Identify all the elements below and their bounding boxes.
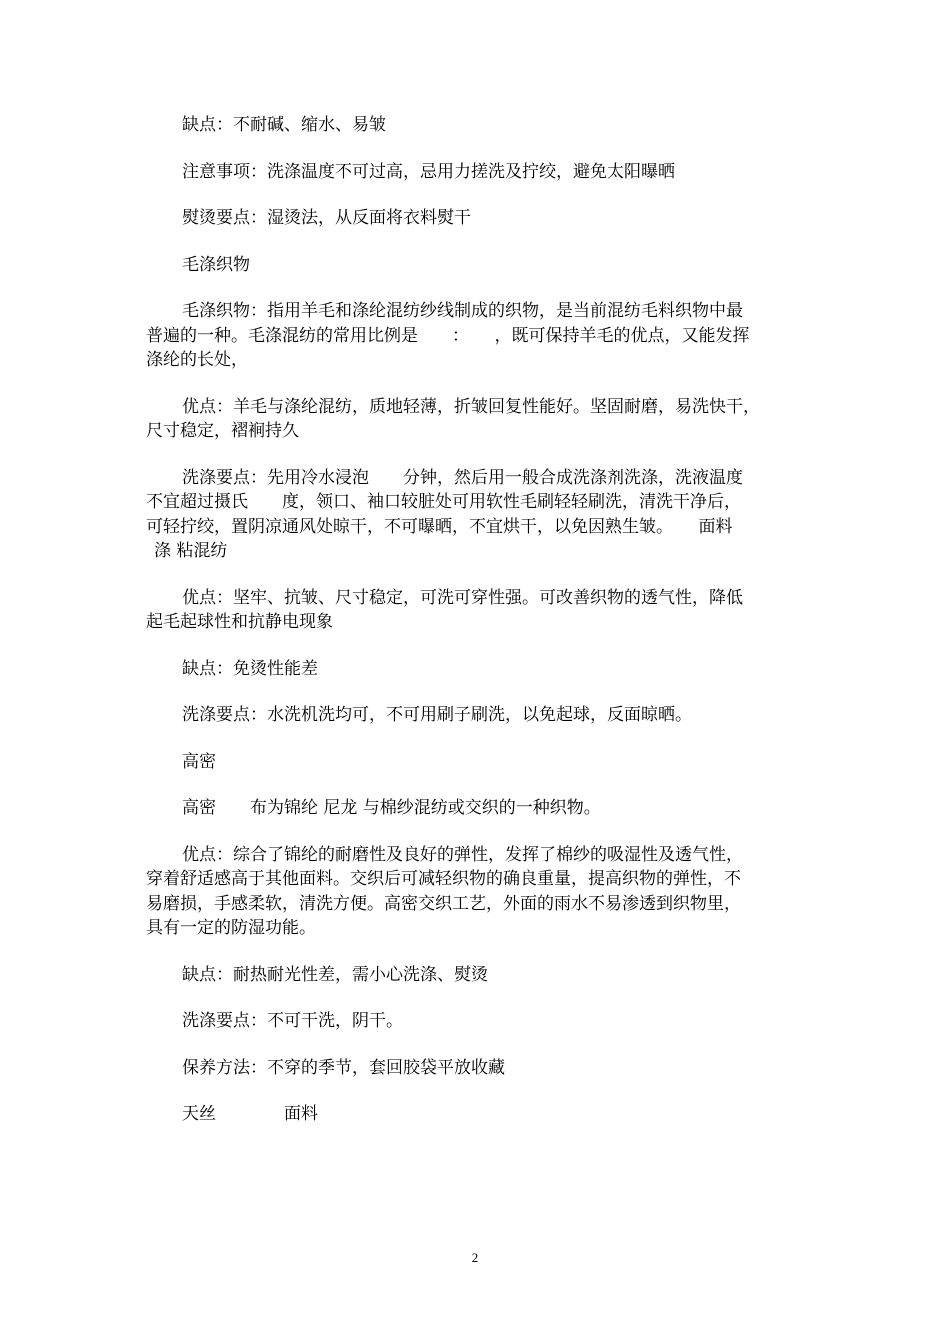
paragraph-high-density-definition [146, 796, 810, 821]
text-line: 不宜超过摄氏 度，领口、袖口较脏处可用软性毛刷轻轻刷洗，清洗干净后， [146, 492, 741, 512]
paragraph-washing-points-3 [146, 1009, 810, 1034]
text-line: 洗涤要点：不可干洗，阴干。 [182, 1011, 403, 1031]
text-line: 涤纶的长处， [146, 350, 248, 370]
text-line: 起毛起球性和抗静电现象 [146, 612, 333, 632]
paragraph-washing-points-2 [146, 703, 810, 728]
text-line: 保养方法：不穿的季节，套回胶袋平放收藏 [182, 1057, 505, 1078]
paragraph-shortcomings-1 [146, 113, 810, 138]
text-line: 高密 [182, 751, 216, 772]
section-heading-high-density [146, 750, 810, 775]
text-line: 注意事项：洗涤温度不可过高，忌用力搓洗及拧绞，避免太阳曝晒 [182, 161, 675, 182]
paragraph-washing-points-1 [146, 466, 810, 564]
text-line: 易磨损，手感柔软，清洗方便。高密交织工艺，外面的雨水不易渗透到织物里， [146, 893, 741, 914]
text-line: 缺点：耐热耐光性差，需小心洗涤、熨烫 [182, 964, 488, 985]
paragraph-precautions [146, 160, 810, 185]
paragraph-maintenance [146, 1056, 810, 1081]
text-line: 穿着舒适感高于其他面料。交织后可减轻织物的确良重量，提高织物的弹性，不 [146, 869, 741, 889]
text-line: 毛涤织物：指用羊毛和涤纶混纺纱线制成的织物，是当前混纺毛料织物中最 [182, 301, 743, 321]
text-line: 普遍的一种。毛涤混纺的常用比例是 ： ，既可保持羊毛的优点，又能发挥 [146, 325, 750, 346]
text-line: 优点：综合了锦纶的耐磨性及良好的弹性，发挥了棉纱的吸湿性及透气性， [182, 844, 743, 865]
text-line: 高密 布为锦纶 尼龙 与棉纱混纺或交织的一种织物。 [182, 798, 601, 818]
text-line: 洗涤要点：水洗机洗均可，不可用刷子刷洗，以免起球，反面晾晒。 [182, 705, 692, 725]
text-line: 优点：羊毛与涤纶混纺，质地轻薄，折皱回复性能好。坚固耐磨，易洗快干， [182, 396, 760, 417]
text-line: 天丝 面料 [182, 1104, 318, 1124]
text-line: 具有一定的防湿功能。 [146, 918, 316, 938]
page-number: 2 [471, 1250, 479, 1265]
text-line: 毛涤织物 [182, 254, 250, 275]
paragraph-advantages-1 [146, 395, 810, 444]
text-line: 涤 粘混纺 [154, 541, 228, 561]
document-body [146, 113, 810, 1149]
text-line: 可轻拧绞，置阴凉通风处晾干，不可曝晒，不宜烘干，以免因熟生皱。 面料 [146, 516, 733, 537]
text-line: 缺点：不耐碱、缩水、易皱 [182, 115, 386, 135]
text-line: 尺寸稳定，褶裥持久 [146, 421, 299, 441]
section-heading-tencel [146, 1102, 810, 1127]
paragraph-ironing-points [146, 206, 810, 231]
text-line: 缺点：免烫性能差 [182, 658, 318, 679]
paragraph-advantages-3 [146, 843, 810, 941]
paragraph-shortcomings-2 [146, 657, 810, 682]
text-line: 熨烫要点：湿烫法，从反面将衣料熨干 [182, 208, 471, 228]
paragraph-shortcomings-3 [146, 963, 810, 988]
text-line: 优点：坚牢、抗皱、尺寸稳定，可洗可穿性强。可改善织物的透气性，降低 [182, 587, 743, 608]
text-line: 洗涤要点：先用冷水浸泡 分钟，然后用一般合成洗涤剂洗涤，洗液温度 [182, 467, 743, 488]
paragraph-wool-polyester-definition [146, 299, 810, 373]
paragraph-advantages-2 [146, 586, 810, 635]
section-heading-wool-polyester [146, 253, 810, 278]
